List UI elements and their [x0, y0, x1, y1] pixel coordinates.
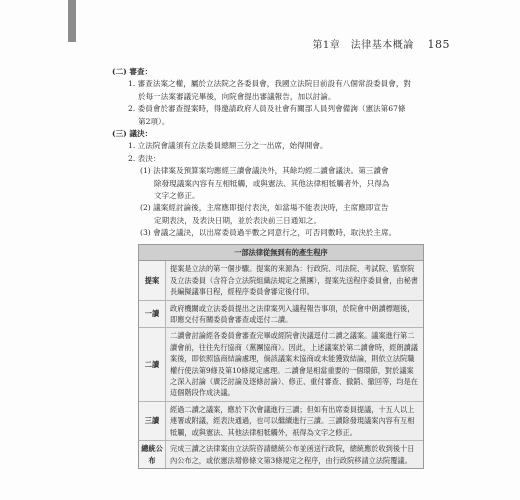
vote-rule-1: (1) 法律案及預算案均應經三讀會議決外，其餘均經二讀會議決。第三讀會: [140, 166, 389, 176]
table-row: [139, 402, 423, 441]
row-label: 提案: [139, 261, 166, 299]
vote-rule-1-line-3: 文字之修正。: [154, 191, 200, 201]
row-text: 二讀會討論經各委員會審查完畢或經院會決議逕付二讀之議案。議案進行第二讀會前，往往先行協商（黨團協商）。因此，上述議案於第二讀會時，經朗讀議案後，即依照協商結論處理，倘該議案未協商或未能獲致結論，則依立法院職權行使法第9條及第10條規定處理。二讀會是相當重要的一個環節，對於議案之深入討論（廣泛討論及逐條討論）、修正、重付審查、撤銷、撤回等，均是在這個階段作成決議。: [166, 328, 423, 400]
row-text: 政府機關或立法委員提出之法律案列入議程報告事項，於院會中朗讀標題後，即應交付有關委員會審查或逕付二讀。: [166, 301, 423, 328]
vote-rule-1-line-2: 除發現議案內容有互相牴觸，或與憲法、其他法律相牴觸者外，只得為: [154, 178, 390, 188]
chapter-title: 第1章 法律基本概論: [312, 40, 414, 51]
row-label: 總統公布: [139, 441, 166, 468]
page-edge-marker: [68, 0, 76, 42]
body-text: [112, 66, 412, 240]
resolution-item-2: 2. 表決：: [128, 153, 161, 163]
row-text: 完成三讀之法律案由立法院咨請總統公布並函送行政院，總統應於收到後十日內公布之，或依憲法增修條文第3條規定之程序，由行政院移請立法院覆議。: [166, 441, 423, 468]
review-item-2: 2. 委員會於審查提案時，得邀請政府人員及社會有關部人員列會備詢（憲法第67條第2項）。: [128, 104, 406, 126]
vote-rule-3: (3) 會議之議決，以出席委員過半數之同意行之，可否同數時，取決於主席。: [140, 228, 397, 238]
resolution-item-1: 1. 立法院會議須有立法委員總額三分之一出席，始得開會。: [128, 141, 328, 151]
page-number: 185: [427, 38, 450, 51]
table-title: 一部法律從無到有的產生程序: [139, 245, 423, 261]
row-text: 經過二讀之議案，應於下次會議進行三讀；但如有出席委員提議，十五人以上連署或附議，經表決通過，也可以繼續進行三讀。三讀除發現議案內容有互相牴觸，或與憲法、其他法律相牴觸外，祇得為文字之修正。: [166, 402, 423, 440]
row-text: 提案是立法的第一個步驟。提案的來源為：行政院、司法院、考試院、監察院及立法委員（含符合立法院組織法規定之黨團），提案先送程序委員會，由秘書長編擬議事日程，經程序委員會審定後付印。: [166, 261, 423, 299]
legislative-process-table: [138, 244, 424, 469]
vote-rule-2: (2) 議案經討論後，主席應即提付表決，如當場不能表決時，主席應即宣告: [140, 203, 389, 213]
row-label: 一讀: [139, 301, 166, 328]
table-row: [139, 261, 423, 300]
table-row: [139, 301, 423, 329]
review-heading: (二) 審查：: [112, 67, 153, 76]
table-row: [139, 328, 423, 401]
running-header: [312, 36, 450, 51]
row-label: 三讀: [139, 402, 166, 440]
review-section: [112, 66, 412, 128]
resolution-heading: (三) 議決：: [112, 129, 153, 139]
review-item-1: 1. 審查法案之權，屬於立法院之各委員會，我國立法院目前設有八個常設委員會，對於每一法案審議完畢後，向院會提出審議報告，加以討論。: [128, 79, 412, 101]
vote-rule-2-line-2: 定期表決，及表決日期，並於表決前三日通知之。: [154, 215, 322, 225]
resolution-section: [112, 128, 412, 240]
row-label: 二讀: [139, 328, 166, 400]
table-row: [139, 441, 423, 468]
